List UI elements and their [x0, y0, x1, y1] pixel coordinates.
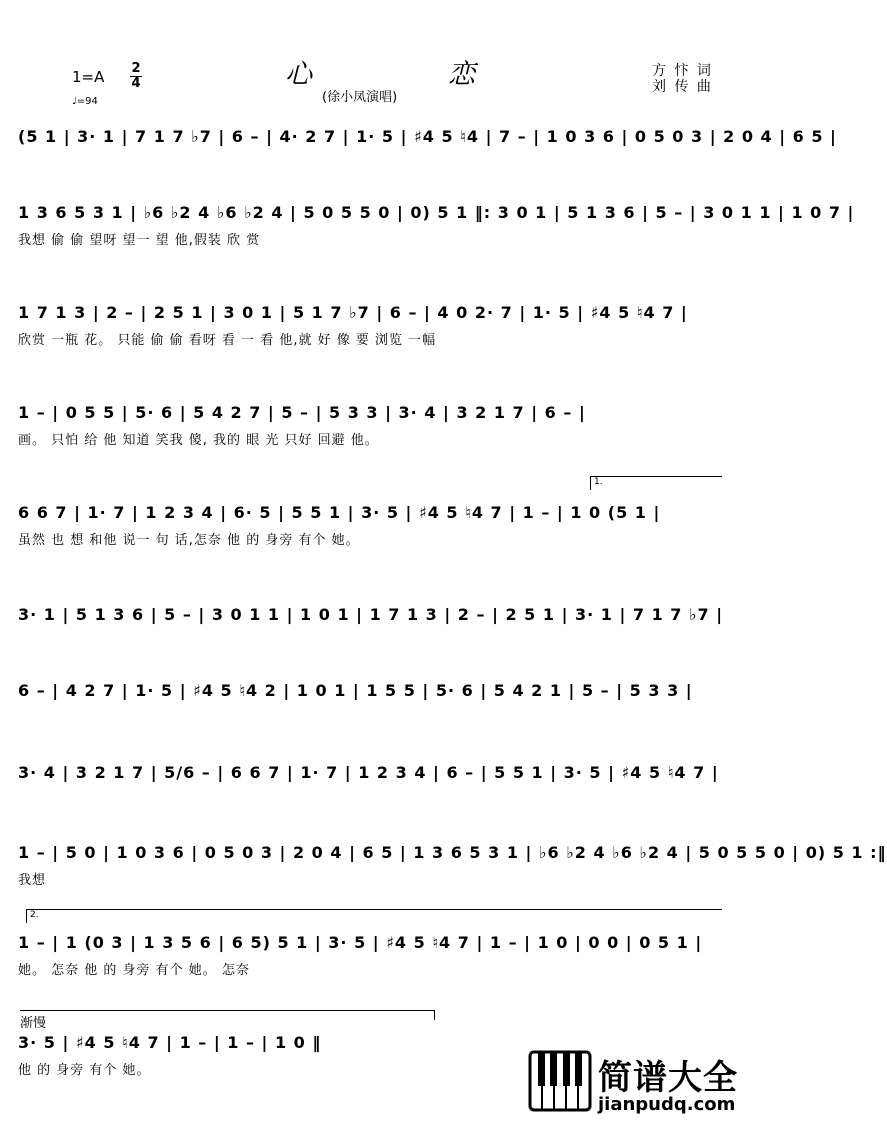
title-char-1: 心 — [285, 59, 312, 90]
lyrics-line: 画。 只怕 给 他 知道 笑我 傻, 我的 眼 光 只好 回避 他。 — [18, 433, 379, 448]
volta-2-label: 2. — [30, 910, 39, 920]
tempo-change-mark: 渐慢 — [20, 1016, 47, 1031]
ritardando-line — [20, 1010, 434, 1011]
volta-1-tick — [590, 476, 591, 490]
piano-keys-icon — [528, 1050, 592, 1112]
watermark-title: 简谱大全 — [598, 1058, 738, 1098]
lyrics-line: 我想 — [18, 873, 47, 888]
lyrics-line: 他 的 身旁 有个 她。 — [18, 1063, 151, 1078]
composer-credit: 刘 传 曲 — [652, 79, 713, 95]
notation-line: 1 – | 5 0 | 1 0 3 6 | 0 5 0 3 | 2 0 4 | 6 5 | 1 3 6 5 3 1 | ♭6 ♭2 4 ♭6 ♭2 4 | 5 0 5 5 0 | 0) 5 1 :‖ — [18, 843, 887, 862]
notation-line: 3· 5 | ♯4 5 ♮4 7 | 1 – | 1 – | 1 0 ‖ — [18, 1033, 322, 1052]
ritardando-end-tick — [434, 1010, 435, 1020]
lyricist-credit: 方 忭 词 — [652, 63, 713, 79]
lyrics-line: 我想 偷 偷 望呀 望一 望 他,假装 欣 赏 — [18, 233, 261, 248]
volta-1-label: 1. — [594, 477, 603, 487]
site-watermark — [528, 1050, 750, 1118]
watermark-url: jianpudq.com — [598, 1094, 736, 1115]
lyrics-line: 她。 怎奈 他 的 身旁 有个 她。 怎奈 — [18, 963, 250, 978]
notation-line: 6 6 7 | 1· 7 | 1 2 3 4 | 6· 5 | 5 5 1 | 3· 5 | ♯4 5 ♮4 7 | 1 – | 1 0 (5 1 | — [18, 503, 661, 522]
title-char-2: 恋 — [448, 59, 475, 90]
notation-line: 1 7 1 3 | 2 – | 2 5 1 | 3 0 1 | 5 1 7 ♭7 | 6 – | 4 0 2· 7 | 1· 5 | ♯4 5 ♮4 7 | — [18, 303, 688, 322]
subtitle: (徐小凤演唱) — [322, 90, 398, 105]
meter-bottom: 4 — [131, 76, 141, 91]
notation-line: 3· 4 | 3 2 1 7 | 5/6 – | 6 6 7 | 1· 7 | 1 2 3 4 | 6 – | 5 5 1 | 3· 5 | ♯4 5 ♮4 7 | — [18, 763, 719, 782]
notation-line: 1 – | 0 5 5 | 5· 6 | 5 4 2 7 | 5 – | 5 3 3 | 3· 4 | 3 2 1 7 | 6 – | — [18, 403, 586, 422]
volta-2-tick — [26, 909, 27, 923]
notation-line: 3· 1 | 5 1 3 6 | 5 – | 3 0 1 1 | 1 0 1 | 1 7 1 3 | 2 – | 2 5 1 | 3· 1 | 7 1 7 ♭7 | — [18, 605, 724, 624]
notation-line: 1 – | 1 (0 3 | 1 3 5 6 | 6 5) 5 1 | 3· 5 | ♯4 5 ♮4 7 | 1 – | 1 0 | 0 0 | 0 5 1 | — [18, 933, 703, 952]
notation-line: 6 – | 4 2 7 | 1· 5 | ♯4 5 ♮4 2 | 1 0 1 | 1 5 5 | 5· 6 | 5 4 2 1 | 5 – | 5 3 3 | — [18, 681, 693, 700]
tempo-mark: ♩=94 — [72, 96, 98, 107]
time-signature — [128, 62, 144, 91]
lyrics-line: 欣赏 一瓶 花。 只能 偷 偷 看呀 看 一 看 他,就 好 像 要 浏览 一幅 — [18, 333, 437, 348]
volta-1-line — [590, 476, 722, 477]
notation-line: 1 3 6 5 3 1 | ♭6 ♭2 4 ♭6 ♭2 4 | 5 0 5 5 0 | 0) 5 1 ‖: 3 0 1 | 5 1 3 6 | 5 – | 3 0 1 1 | 1 0 7 | — [18, 203, 855, 222]
key-signature: 1=A — [72, 68, 105, 86]
lyrics-line: 虽然 也 想 和他 说一 句 话,怎奈 他 的 身旁 有个 她。 — [18, 533, 360, 548]
notation-line: (5 1 | 3· 1 | 7 1 7 ♭7 | 6 – | 4· 2 7 | 1· 5 | ♯4 5 ♮4 | 7 – | 1 0 3 6 | 0 5 0 3 | 2 0 4 | 6 5 | — [18, 127, 837, 146]
meter-top: 2 — [131, 61, 141, 76]
volta-2-line — [26, 909, 722, 910]
